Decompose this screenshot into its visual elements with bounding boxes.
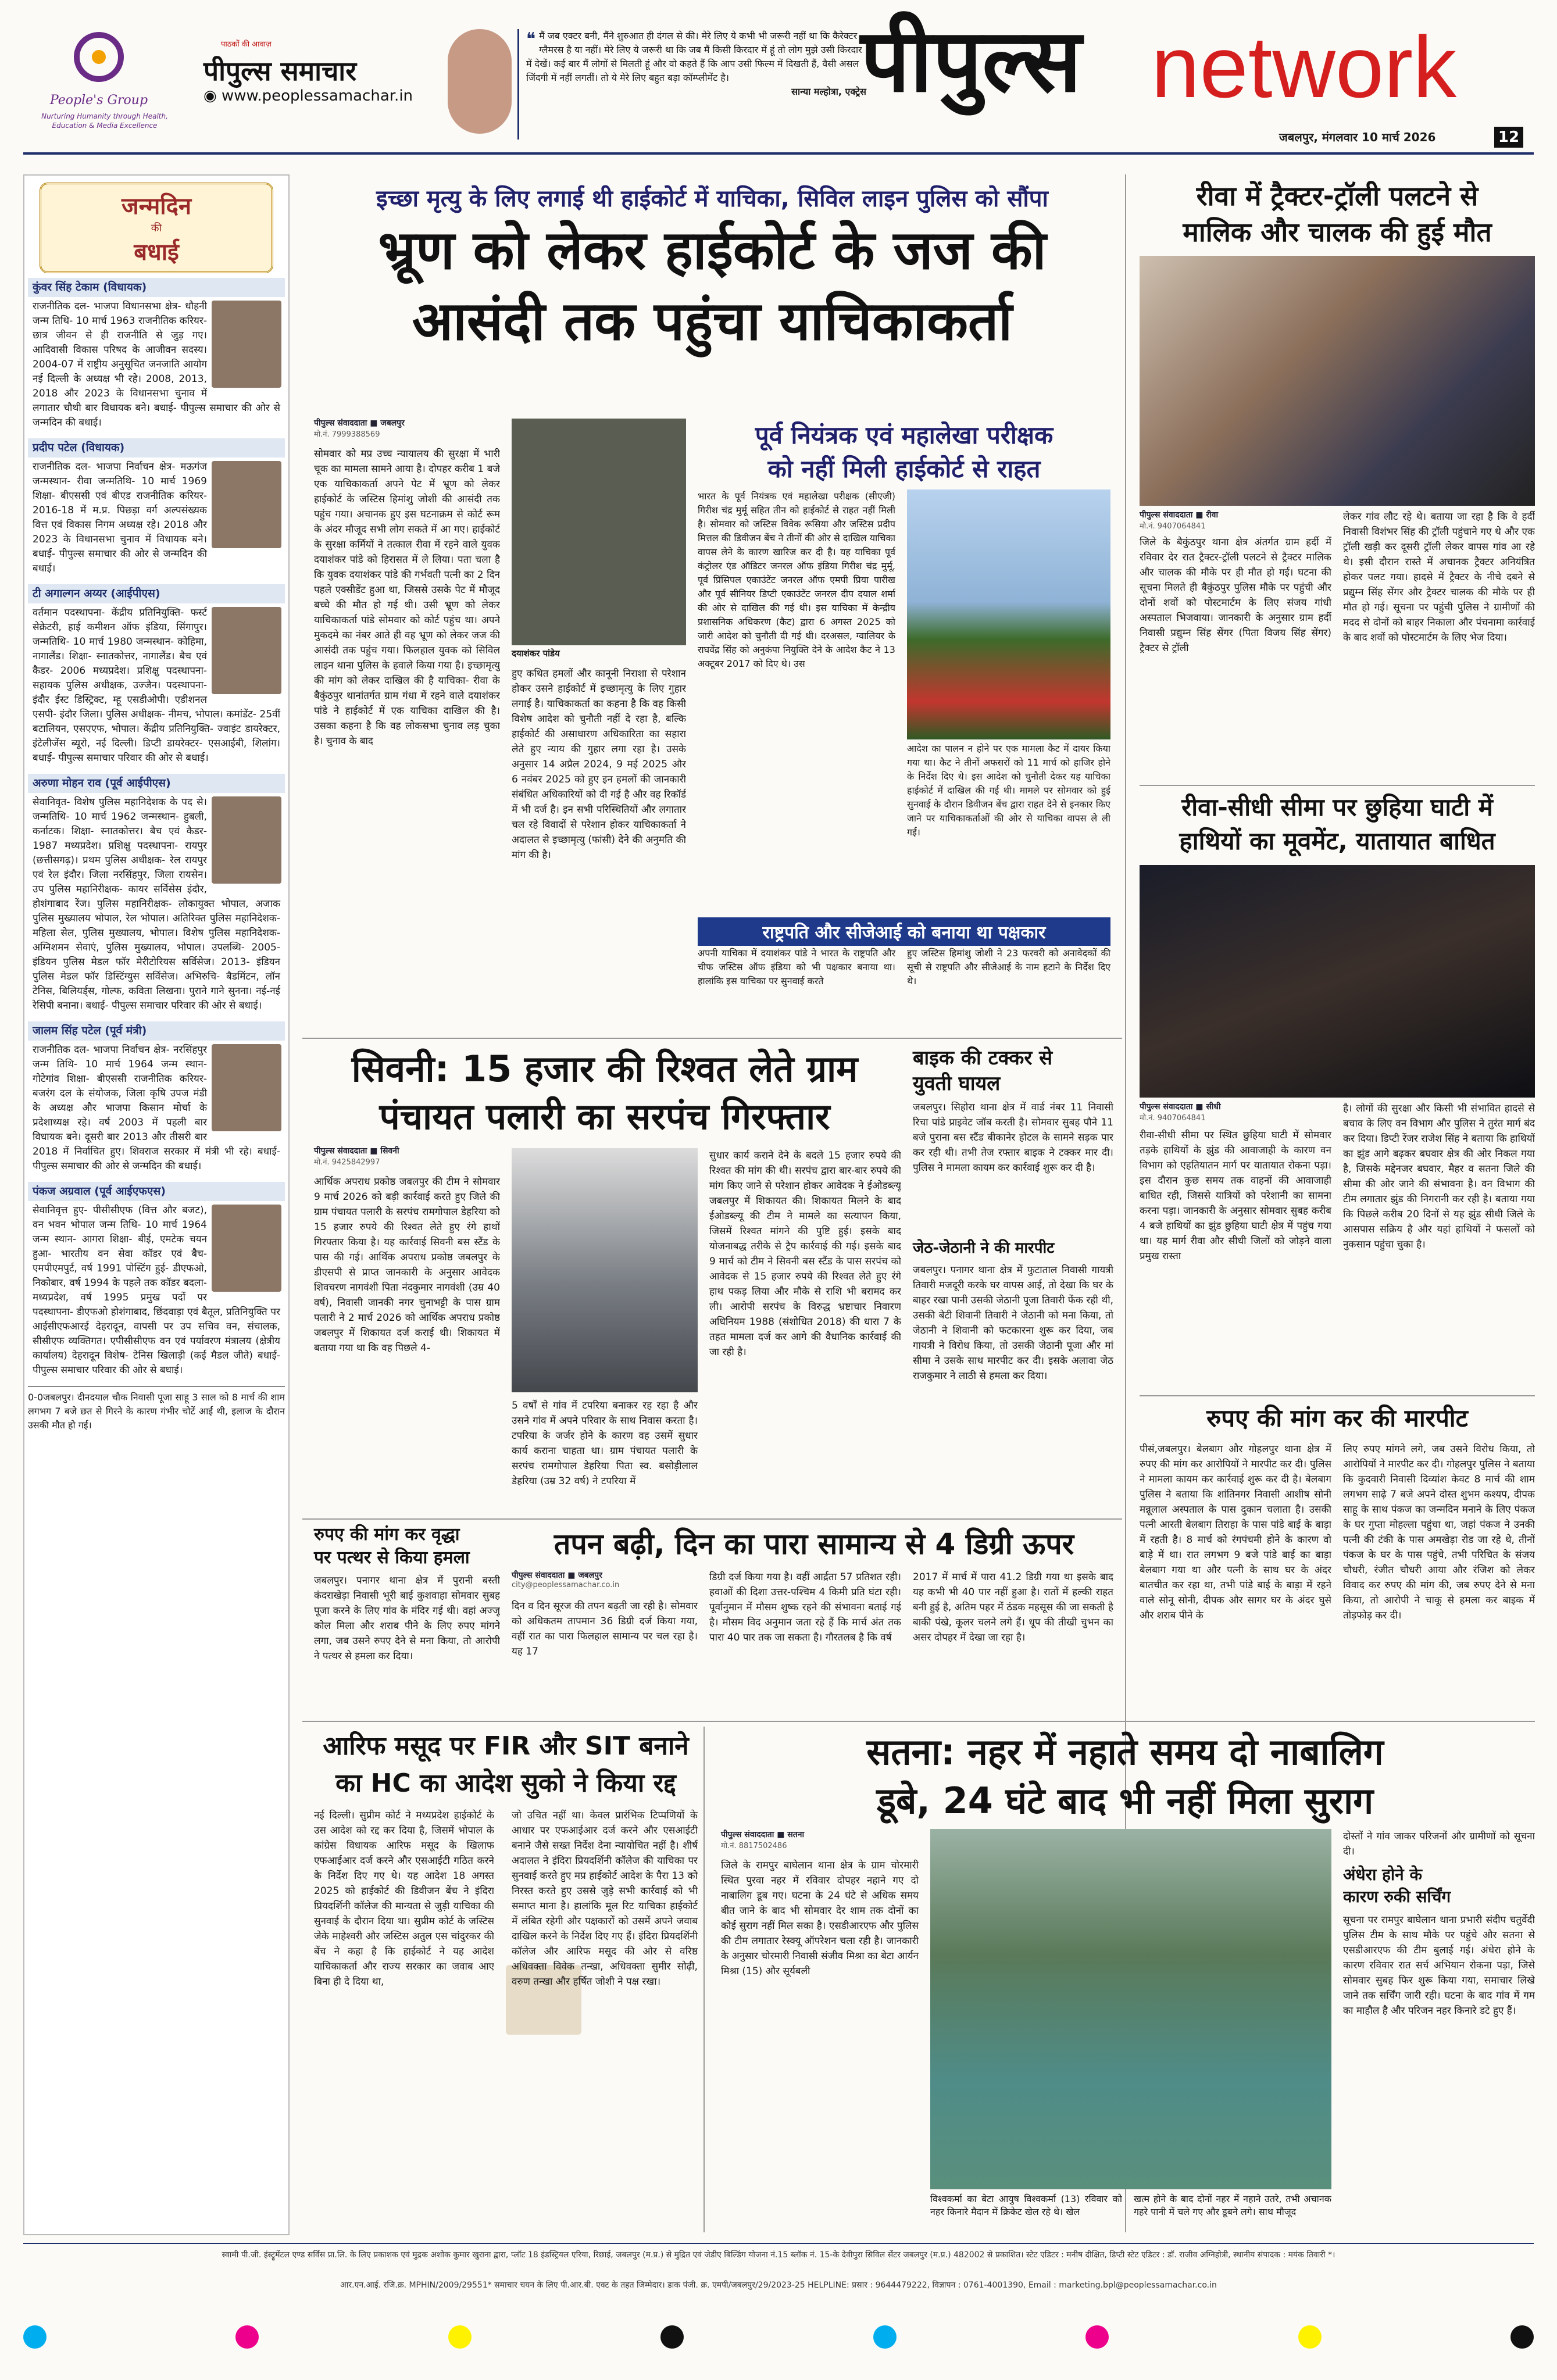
birthday-name: टी अगाल्गन अय्यर (आईपीएस): [28, 584, 285, 603]
satna-col-1: जिले के रामपुर बाघेलान थाना क्षेत्र के ग्राम चोरमारी स्थित पुरवा नहर में रविवार दोपहर नहाने गए दो नाबालिग डूब गए। घटना के 24 घंटे से अधिक समय बीत जाने के बाद भी सोमवार देर शाम तक दोनों का कोई सुराग नहीं मिल सका है। एसडीआरएफ और पुलिस की टीम लगातार रेस्क्यू ऑपरेशन चला रही है। जानकारी के अनुसार चोरमारी निवासी संजीव मिश्रा का बेटा आर्यन मिश्रा (15) और सूर्यबली: [721, 1860, 919, 1977]
bottom-divider: [302, 1721, 1535, 1722]
birthday-column: [23, 174, 290, 2235]
sarpanch-headline: सिवनी: 15 हजार की रिश्वत लेते ग्राम पंचायत पलारी का सरपंच गिरफ्तार: [351, 1048, 858, 1138]
birthday-photo: [212, 1044, 281, 1131]
satna-col-3: दोस्तों ने गांव जाकर परिजनों और ग्रामीणों को सूचना दी। अंधेरा होने के कारण रुकी सर्चिंग सूचना पर रामपुर बाघेलान थाना प्रभारी संदीप चतुर्वेदी पुलिस टीम के साथ मौके पर पहुंचे और सतना से एसडीआरएफ की टीम बुलाई गई। अंधेरा होने के कारण रविवार रात सर्च अभियान रोकना पड़ा, जिसे सोमवार सुबह फिर शुरू किया गया, समाचार लिखे जाने तक सर्चिंग जारी रही। घटना के बाद गांव में गम का माहौल है और परिजन नहर किनारे डटे हुए हैं।: [1343, 1831, 1535, 2017]
masood-headline: आरिफ मसूद पर FIR और SIT बनाने का HC का आदेश सुको ने किया रद्द: [323, 1731, 689, 1798]
birthday-details: राजनीतिक दल- भाजपा निर्वाचन क्षेत्र- मऊगंज जन्मस्थान- रीवा जन्मतिथि- 10 मार्च 1969 शिक्षा- बीएससी एवं बीएड राजनीतिक करियर- 2016-18 में म.प्र. पिछड़ा वर्ग अल्पसंख्यक वित्त एवं विकास निगम अध्यक्ष रहे। 2018 और 2023 के विधानसभा चुनाव में विधायक बने। बधाई- पीपुल्स समाचार की ओर से जन्मदिन की बधाई।: [33, 461, 207, 574]
cag-photo: [907, 489, 1110, 739]
mini-tagline: पाठकों की आवाज़: [221, 40, 272, 49]
cag-subhead: राष्ट्रपति और सीजेआई को बनाया था पक्षकार: [698, 917, 1110, 946]
group-tagline: Nurturing Humanity through Health, Education & Media Excellence: [41, 112, 168, 130]
satna-byline: पीपुल्स संवाददाता ■ सतना मो.नं. 8817502486: [721, 1830, 805, 1850]
color-registration-marks: [23, 2320, 1534, 2354]
elephant-col-2: है। लोगों की सुरक्षा और किसी भी संभावित हादसे से बचाव के लिए वन विभाग और पुलिस ने तुरंत मार्ग बंद कर दिया। डिप्टी रेंजर राजेश सिंह ने बताया कि हाथियों का झुंड आगे बढ़कर बघवार क्षेत्र की ओर निकल गया है, जिसके मद्देनजर बघवार, मैहर व सतना जिले की सीमा की ओर जाने की संभावना है। वन विभाग की टीम लगातार झुंड की निगरानी कर रही है। बताया गया कि पिछले करीब 20 दिनों से यह झुंड सीधी जिले के आसपास सक्रिय है और यहां हाथियों ने फसलों को नुकसान पहुंचा चुका है।: [1343, 1103, 1535, 1250]
birthday-entry: [28, 1021, 285, 1176]
birthday-details: सेवानिवृत- विशेष पुलिस महानिदेशक के पद से। जन्मतिथि- 10 मार्च 1962 जन्मस्थान- हुबली, कर्नाटक। शिक्षा- स्नातकोत्तर। बैच एवं कैडर- 1987 मध्यप्रदेश। प्रशिक्षु पदस्थापना- रायपुर (छत्तीसगढ़)। प्रथम पुलिस अधीक्षक- रेल रायपुर एवं रेल इंदौर। जिला नरसिंहपुर, जिला रायसेन। उप पुलिस महानिरीक्षक- कायर सर्विसेस इंदौर, होशंगाबाद रेंज। पुलिस महानिरीक्षक- लोकायुक्त भोपाल, अजाक पुलिस मुख्यालय भोपाल, रेल भोपाल। अतिरिक्त पुलिस महानिदेशक- महिला सेल, पुलिस मुख्यालय, भोपाल। विशेष पुलिस महानिदेशक- अग्निशमन सेवाएं, पुलिस मुख्यालय, भोपाल। उपलब्धि- 2005- इंडियन पुलिस मेडल फॉर मेरीटोरियस सर्विसेज। 2013- इंडियन पुलिस मेडल फॉर डिस्टिंग्युस सर्विसेज। अभिरुचि- बैडमिंटन, लॉन टेनिस, बिलियर्ड्स, गोल्फ, कविता लिखना। पुराने गाने सुनना। नई-नई रेसिपी बनाना। बधाई- पीपुल्स समाचार परिवार की ओर से बधाई।: [33, 796, 280, 1012]
weather-col-1: दिन व दिन सूरज की तपन बढ़ती जा रही है। सोमवार को अधिकतम तापमान 36 डिग्री दर्ज किया गया, वहीं रात का पारा फिलहाल सामान्य पर चल रहा है। यह 17: [512, 1600, 698, 1657]
lead-kicker: इच्छा मृत्यु के लिए लगाई थी हाईकोर्ट में याचिका, सिविल लाइन पुलिस को सौंपा: [376, 185, 1048, 212]
footer-rule: [23, 2243, 1534, 2244]
weather-email: city@peoplessamachar.co.in: [512, 1581, 620, 1589]
page-number: 12: [1494, 127, 1523, 148]
rewa-byline: पीपुल्स संवाददाता ■ रीवा मो.नं. 9407064841: [1140, 510, 1219, 531]
lead-photo-caption: दयाशंकर पांडेय: [512, 648, 560, 659]
jeth-text: जबलपुर। पनागर थाना क्षेत्र में फुटाताल निवासी गायत्री तिवारी मजदूरी करके घर वापस आई, तो देखा कि घर के बाहर रखा पानी उसकी जेठानी पूजा तिवारी फेंक रही थी, उसकी बेटी शिवानी तिवारी ने जेठानी को मना किया, तो जेठानी ने शिवानी को फटकारना शुरू कर दिया, जब गायत्री ने विरोध किया, तो उसकी जेठानी पूजा और मां सीमा ने उसके साथ मारपीट कर दी। इसके अलावा जेठ राजकुमार ने लाठी से हमला कर दिया।: [913, 1264, 1113, 1382]
vridha-text: जबलपुर। पनागर थाना क्षेत्र में पुरानी बस्ती कंदराखेड़ा निवासी भूरी बाई कुशवाहा सोमवार सुबह पूजा करने के लिए गांव के मंदिर गई थी। वहां अज्जू कोल मिला और शराब पीने के लिए रुपए मांगने लगा, जब उसने रुपए देने से मना किया, तो आरोपी ने पत्थर से हमला कर दिया।: [314, 1575, 500, 1662]
birthday-entry: [28, 278, 285, 433]
lead-byline: पीपुल्स संवाददाता ■ जबलपुर मो.नं. 7999388569: [314, 419, 405, 439]
elephant-col-1: रीवा-सीधी सीमा पर स्थित छुहिया घाटी में सोमवार तड़के हाथियों के झुंड की आवाजाही के कारण वन विभाग को एहतियातन मार्ग पर यातायात रोकना पड़ा। इस दौरान कुछ समय तक वाहनों की आवाजाही बाधित रही, जिससे यात्रियों को परेशानी का सामना करना पड़ा। जानकारी के अनुसार सोमवार सुबह करीब 4 बजे हाथियों का झुंड छुहिया घाटी क्षेत्र में पहुंच गया था। यह मार्ग रीवा और सीधी जिलों को जोड़ने वाला प्रमुख रास्ता: [1140, 1130, 1331, 1262]
birthday-entry: [28, 584, 285, 768]
rewa-col-1: जिले के बैकुंठपुर थाना क्षेत्र अंतर्गत ग्राम हर्दी में रविवार देर रात ट्रैक्टर-ट्रॉली पलटने से ट्रैक्टर मालिक और चालक की मौके पर ही मौत हो गई। घटना की सूचना मिलते ही बैकुंठपुर पुलिस मौके पर पहुंची और दोनों शवों को पोस्टमार्टम के लिए संजय गांधी अस्पताल भिजवाया। जानकारी के अनुसार ग्राम हर्दी निवासी प्रद्युम्न सिंह सेंगर (पिता विजय सिंह सेंगर) ट्रैक्टर से ट्रॉली: [1140, 537, 1331, 654]
dateline: जबलपुर, मंगलवार 10 मार्च 2026: [1279, 130, 1436, 144]
paper-title-english: network: [1151, 18, 1457, 116]
satna-photo: [930, 1829, 1331, 2189]
globe-icon: ◉: [203, 87, 222, 105]
birthday-photo: [212, 796, 281, 884]
cag-sub-col-2: हुए जस्टिस हिमांशु जोशी ने 23 फरवरी को अनावेदकों की सूची से राष्ट्रपति और सीजेआई के नाम हटाने के निर्देश दिए थे।: [907, 948, 1110, 987]
masthead: [0, 0, 1557, 157]
money-col-1: पीसं,जबलपुर। बेलबाग और गोहलपुर थाना क्षेत्र में रुपए की मांग कर आरोपियों ने मारपीट कर दी। पुलिस ने मामला कायम कर कार्रवाई शुरू कर दी है। बेलबाग पुलिस ने बताया कि शांतिनगर निवासी आशीष सोनी मन्नूलाल अस्पताल के पास दुकान चलाता है। उसकी पत्नी आरती बेलबाग तिराहा के पास पांडे बाई के बाड़ा में रहती है। 8 मार्च को रंगपंचमी होने के कारण वो बाड़े में था। रात लगभग 9 बजे पांडे बाई का बाड़ा बेलबाग गया था और पत्नी के साथ घर के अंदर बातचीत कर रहा था, तभी पांडे बाई के बाड़ा में रहने वाले सोनू सोनी, दीपक और सागर घर के अंदर घुसे और शराब पीने के: [1140, 1443, 1331, 1621]
paper-title-hindi: पीपुल्स: [860, 10, 1082, 112]
website-link[interactable]: ◉ www.peoplessamachar.in: [203, 87, 413, 105]
cag-caption: आदेश का पालन न होने पर एक मामला कैट में दायर किया गया था। कैट ने तीनों अफसरों को 11 मार्च को हाजिर होने के निर्देश दिए थे। इस आदेश को चुनौती देकर यह याचिका हाईकोर्ट में दाखिल की गई थी। मामले पर सोमवार को हुई सुनवाई के दौरान डिवीजन बेंच द्वारा राहत देने से इनकार किए जाने पर याचिकाकर्ताओं की ओर से याचिका वापस ले ली गई।: [907, 743, 1110, 838]
weather-divider: [302, 1518, 1122, 1520]
masthead-rule: [23, 152, 1534, 155]
birthday-list: [28, 278, 285, 1380]
actress-photo: [448, 29, 512, 134]
quote-icon: ❝: [526, 29, 536, 49]
bike-text: जबलपुर। सिहोरा थाना क्षेत्र में वार्ड नंबर 11 निवासी रिचा पांडे प्राइवेट जॉब करती है। सोमवार सुबह पौने 11 बजे पुराना बस स्टैंड बीकानेर होटल के सामने सड़क पार कर रही थी। तभी तेज रफ्तार बाइक ने टक्कर मार दी। पुलिस ने मामला कायम कर कार्रवाई शुरू कर दी है।: [913, 1102, 1113, 1174]
imprint-line: स्वामी पी.जी. इंस्ट्रूमेंटल एण्ड सर्विस प्रा.लि. के लिए प्रकाशक एवं मुद्रक अशोक कुमार खुराना द्वारा, प्लॉट 18 इंडस्ट्रियल एरिया, रिछाई, जबलपुर (म.प्र.) से मुद्रित एवं जेडीए बिल्डिंग योजना नं.15 ब्लॉक नं. 15-के देवीपुरा सिविल सेंटर जबलपुर (म.प्र.) 482002 से प्रकाशित। स्टेट एडिटर : मनीष दीक्षित, डिप्टी स्टेट एडिटर : डॉ. राजीव अग्निहोत्री, स्थानीय संपादक : मयंक तिवारी *।: [222, 2250, 1335, 2260]
birthday-footnote: 0-0जबलपुर। दीनदयाल चौक निवासी पूजा साहू 3 साल को 8 मार्च की शाम लगभग 7 बजे छत से गिरने के कारण गंभीर चोटें आईं थी, इलाज के दौरान उसकी मौत हो गई।: [28, 1386, 285, 1432]
weather-col-3: 2017 में मार्च में पारा 41.2 डिग्री गया था इसके बाद यह कभी भी 40 पार नहीं हुआ है। रातों में हल्की राहत बनी हुई है, अतिम पहर में ठंडक महसूस की जा सकती है बाकी पंखे, कूलर चलने लगे हैं। धूप की तीखी चुभन का असर दोपहर में देखा जा रहा है।: [913, 1571, 1113, 1643]
money-col-2: लिए रुपए मांगने लगे, जब उसने विरोध किया, तो आरोपियों ने मारपीट कर दी। गोहलपुर पुलिस ने बताया कि कुदवारी निवासी दिव्यांश केवट 8 मार्च की शाम लगभग साढ़े 7 बजे अपने दोस्त शुभम कश्यप, दीपक साहू के साथ पंकज का जन्मदिन मनाने के लिए पंकज के घर गुप्ता मोहल्ला पहुंचा था, जहां पंकज ने उनकी पत्नी की टंकी के पास अमखेड़ा रोड जा रहे थे, तीनों पंकज के घर के पास पहुंचे, तभी परिचित के संजय चौधरी, रंजीत चौधरी आया और रंजिश को लेकर विवाद कर रुपए की मांग की, जब रुपए देने से मना किया, तो आरोपी ने चाकू से हमला कर बाइक में तोड़फोड़ कर दी।: [1343, 1443, 1535, 1621]
birthday-entry: [28, 774, 285, 1016]
lead-col-1: सोमवार को मप्र उच्च न्यायालय की सुरक्षा में भारी चूक का मामला सामने आया है। दोपहर करीब 1 बजे एक याचिकाकर्ता अपने पेट में भ्रूण को लेकर हाईकोर्ट के जस्टिस हिमांशु जोशी की आसंदी तक पहुंच गया। अचानक हुए इस घटनाक्रम से कोर्ट रूम के अंदर मौजूद सभी लोग सकते में आ गए। हाईकोर्ट के सुरक्षा कर्मियों ने तत्काल रीवा में रहने वाले युवक दयाशंकर पांडे को हिरासत में ले लिया। पता चला है कि युवक दयाशंकर पांडे की गर्भवती पत्नी का 2 दिन पहले एक्सीडेंट हुआ था, जिससे उसके पेट में मौजूद बच्चे की मौत हो गई थी। उसी भ्रूण को लेकर याचिकाकर्ता पांडे सोमवार को कोर्ट पहुंच था। अपने मुकदमे का नंबर आते ही वह भ्रूण को लेकर जज की आसंदी तक पहुंच गया। फिलहाल युवक को सिविल लाइन थाना पुलिस के हवाले किया गया है। इच्छामृत्यु की मांग को लेकर दाखिल की है याचिका- रीवा के बैकुंठपुर थानांतर्गत ग्राम गंधा में रहने वाले दयाशंकर पांडे ने हाईकोर्ट में एक याचिका दाखिल की है। उसका कहना है कि वह लोकसभा चुनाव लड़ चुका है। चुनाव के बाद: [314, 448, 500, 747]
birthday-photo: [212, 1205, 281, 1292]
paper-small-logo: पीपुल्स समाचार: [203, 55, 357, 87]
birthday-name: कुंवर सिंह टेकाम (विधायक): [28, 278, 285, 297]
elephant-photo: [1140, 865, 1535, 1098]
birthday-photo: [212, 607, 281, 694]
birthday-entry: [28, 438, 285, 578]
sarpanch-col-1: आर्थिक अपराध प्रकोष्ठ जबलपुर की टीम ने सोमवार 9 मार्च 2026 को बड़ी कार्रवाई करते हुए जिले की ग्राम पंचायत पलारी के सरपंच रामगोपाल डेहरिया को 15 हजार रुपये की रिश्वत लेते हुए रंगे हाथों गिरफ्तार किया है। यह कार्रवाई सिवनी बस स्टैंड के पास की गई। आर्थिक अपराध प्रकोष्ठ जबलपुर के डीएसपी से प्राप्त जानकारी के अनुसार आवेदक शिवचरण नागवंशी पिता नंदकुमार नागवंशी (उम्र 40 वर्ष), निवासी जानकी नगर चुनाभट्टी के पास ग्राम पलारी ने 2 मार्च 2026 को आर्थिक अपराध प्रकोष्ठ जबलपुर में शिकायत दर्ज कराई थी। शिकायत में बताया गया था कि वह पिछले 4-: [314, 1176, 500, 1354]
quote-text: मैं जब एक्टर बनी, मैंने शुरुआत ही दंगल से की। मेरे लिए ये कभी भी जरूरी नहीं था कि कैरेक्टर ग्लैमरस है या नहीं। मेरे लिए ये जरूरी था कि जब मैं किसी किरदार में हूं तो लोग मुझे उसी किरदार में देखें। कई बार मैं लोगों से मिलती हूं और वो कहते हैं कि आप उसी फिल्म में दिखती हैं, वैसी असल जिंदगी में नहीं लगतीं। तो ये मेरे लिए बहुत बड़ा कॉम्प्लीमेंट है।: [526, 30, 862, 83]
elephant-headline: रीवा-सीधी सीमा पर छुहिया घाटी में हाथियों का मूवमेंट, यातायात बाधित: [1179, 793, 1495, 855]
masood-col-2: जो उचित नहीं था। केवल प्रारंभिक टिप्पणियों के आधार पर एफआईआर दर्ज करने और एसआईटी बनाने जैसे सख्त निर्देश देना न्यायोचित नहीं है। शीर्ष अदालत ने इंदिरा प्रियदर्शिनी कॉलेज की याचिका पर सुनवाई करते हुए मप्र हाईकोर्ट आदेश के पैरा 13 को निरस्त करते हुए उससे जुड़े सभी कार्रवाई को भी समाप्त माना है। हालांकि मूल रिट याचिका हाईकोर्ट में लंबित रहेगी और पक्षकारों को उसमें अपने जवाब दाखिल करने के निर्देश दिए गए हैं। इंदिरा प्रियदर्शिनी कॉलेज और आरिफ मसूद की ओर से वरिष्ठ अधिवक्ता विवेक तन्खा, अधिवक्ता सुमीर सोढ़ी, वरुण तन्खा और हर्षित जोशी ने पक्ष रखा।: [512, 1810, 698, 1988]
quote-author: सान्या मल्होत्रा, एक्ट्रेस: [791, 86, 866, 97]
group-name: People's Group: [49, 93, 148, 108]
birthday-entry: [28, 1182, 285, 1380]
birthday-details: सेवानिवृत्त हुए- पीसीसीएफ (वित्त और बजट), वन भवन भोपाल जन्म तिथि- 10 मार्च 1964 जन्म स्थान- आगरा शिक्षा- बीई, एमटेक चयन हुआ- भारतीय वन सेवा कॉडर एवं बैच- एमपीएमपुर्ट, वर्ष 1991 पोस्टिंग हुई- डीएफओ, निकोबार, वर्ष 1994 के पहले तक कॉडर बदला- मध्यप्रदेश, वर्ष 1995 प्रमुख पदों पर पदस्थापना- डीएफओ होशंगाबाद, छिंदवाड़ा एवं बैतूल, प्रतिनियुक्ति पर आईसीएफआरई देहरादून, वापसी पर उप सचिव वन, संचालक, सीसीएफ व्यक्तिगत। एपीसीसीएफ वन एवं पर्यावरण मंत्रालय (क्षेत्रीय कार्यालय) देहरादून विशेष- टेनिस खिलाड़ी (कई मैडल जीते) बधाई- पीपुल्स समाचार परिवार की ओर से बधाई।: [33, 1205, 280, 1376]
rewa-headline: रीवा में ट्रैक्टर-ट्रॉली पलटने से मालिक और चालक की हुई मौत: [1183, 180, 1492, 248]
satna-col-2: खत्म होने के बाद दोनों नहर में नहाने उतरे, तभी अचानक गहरे पानी में चले गए और डूबने लगे। साथ मौजूद: [1134, 2193, 1331, 2217]
quote-box: [517, 29, 866, 140]
bike-headline: बाइक की टक्कर से युवती घायल: [913, 1046, 1053, 1095]
satna-divider: [703, 1727, 705, 2232]
birthday-details: राजनीतिक दल- भाजपा विधानसभा क्षेत्र- धौहनी जन्म तिथि- 10 मार्च 1963 राजनीतिक करियर- छात्र जीवन से ही राजनीति से जुड़ गए। आदिवासी विकास परिषद के आजीवन सदस्य। 2004-07 में राष्ट्रीय अनुसूचित जनजाति आयोग नई दिल्ली के अध्यक्ष भी रहे। 2008, 2013, 2018 और 2023 के विधानसभा चुनाव में लगातार चौथी बार विधायक बने। बधाई- पीपुल्स समाचार की ओर से जन्मदिन की बधाई।: [33, 301, 280, 428]
birthday-name: पंकज अग्रवाल (पूर्व आईएफएस): [28, 1182, 285, 1201]
sarpanch-byline: पीपुल्स संवाददाता ■ सिवनी मो.नं. 9425842997: [314, 1146, 399, 1167]
cag-col-1: भारत के पूर्व नियंत्रक एवं महालेखा परीक्षक (सीएजी) गिरीश चंद्र मुर्मू सहित तीन को हाईकोर्ट से राहत नहीं मिली है। सोमवार को जस्टिस विवेक रूसिया और जस्टिस प्रदीप मित्तल की डिवीजन बेंच ने तीनों की ओर से दाखिल याचिका वापस लेने के कारण खारिज कर दी है। यह याचिका पूर्व कंट्रोलर एंड ऑडिटर जनरल ऑफ इंडिया गिरीश चंद्र मुर्मू, पूर्व प्रिंसिपल एकाउंटेंट जनरल ऑफ एमपी प्रिया पारीख और पूर्व सीनियर डिप्टी एकाउंटेंट जनरल दीप दयाल शर्मा की ओर से दाखिल की गई थी। इस याचिका में केन्द्रीय प्रशासनिक अधिकरण (कैट) द्वारा 6 अगस्त 2025 को जारी आदेश को चुनौती दी गई थी। दरअसल, ग्वालियर के राघवेंद्र सिंह को अनुकंपा नियुक्ति देने के आदेश कैट ने 13 अक्टूबर 2017 को दिए थे। उस: [698, 491, 895, 669]
jeth-headline: जेठ-जेठानी ने की मारपीट: [913, 1239, 1055, 1257]
registration-line: आर.एन.आई. रजि.क्र. MPHIN/2009/29551* समाचार चयन के लिए पी.आर.बी. एक्ट के तहत जिम्मेदार। डाक पंजी. क्र. एमपी/जबलपुर/29/2023-25 HELPLINE: प्रसार : 9644479222, विज्ञापन : 0761-4001390, Email : marketing.bpl@peoplessamachar.co.in: [340, 2281, 1217, 2290]
satna-subhead: अंधेरा होने के कारण रुकी सर्चिंग: [1343, 1865, 1451, 1906]
vridha-headline: रुपए की मांग कर वृद्धा पर पत्थर से किया हमला: [314, 1524, 470, 1568]
birthday-heading: जन्मदिन की बधाई: [40, 183, 273, 273]
cag-sub-col-1: अपनी याचिका में दयाशंकर पांडे ने भारत के राष्ट्रपति और चीफ जस्टिस ऑफ इंडिया को भी पक्षकार बनाया था। हालांकि इस याचिका पर सुनवाई करते: [698, 948, 895, 987]
lead-photo: [512, 419, 686, 645]
weather-col-2: डिग्री दर्ज किया गया है। वहीं आर्द्रता 57 प्रतिशत रही। हवाओं की दिशा उत्तर-पश्चिम 4 किमी प्रति घंटा रही। पूर्वानुमान में मौसम शुष्क रहने की संभावना बताई गई है। मौसम विद अनुमान जता रहे हैं कि मार्च अंत तक पारा 40 पार तक जा सकता है। गौरतलब है कि वर्ष: [709, 1571, 901, 1643]
birthday-name: प्रदीप पटेल (विधायक): [28, 438, 285, 458]
masood-col-1: नई दिल्ली। सुप्रीम कोर्ट ने मध्यप्रदेश हाईकोर्ट के उस आदेश को रद्द कर दिया है, जिसमें भोपाल के कांग्रेस विधायक आरिफ मसूद के खिलाफ एफआईआर दर्ज करने और एसआईटी गठित करने के निर्देश दिए गए थे। यह आदेश 18 अगस्त 2025 को हाईकोर्ट की डिवीजन बेंच ने इंदिरा प्रियदर्शिनी कॉलेज की मान्यता से जुड़ी याचिका की सुनवाई के दौरान दिया था। सुप्रीम कोर्ट के जस्टिस जेके माहेश्वरी और जस्टिस अतुल एस चांदुरकर की बेंच ने कहा है कि हाईकोर्ट ने यह आदेश याचिकाकर्ता और राज्य सरकार का जवाब आए बिना ही दे दिया था,: [314, 1810, 494, 1988]
birthday-photo: [212, 301, 281, 388]
sarpanch-divider: [302, 1038, 1122, 1039]
elephant-byline: पीपुल्स संवाददाता ■ सीधी मो.नं. 9407064841: [1140, 1102, 1221, 1123]
weather-headline: तपन बढ़ी, दिन का पारा सामान्य से 4 डिग्री ऊपर: [553, 1527, 1074, 1561]
birthday-photo: [212, 461, 281, 548]
money-headline: रुपए की मांग कर की मारपीट: [1206, 1404, 1468, 1432]
birthday-details: वर्तमान पदस्थापना- केंद्रीय प्रतिनियुक्ति- फर्स्ट सेक्रेटरी, हाई कमीशन ऑफ इंडिया, सिंगापुर। जन्मतिथि- 10 मार्च 1980 जन्मस्थान- कोहिमा, नागालैंड। शिक्षा- स्नातकोत्तर, नागालैंड। बैच एवं कैडर- 2006 मध्यप्रदेश। प्रशिक्षु पदस्थापना- सहायक पुलिस अधीक्षक, उज्जैन। पदस्थापना- इंदौर ईस्ट डिस्ट्रिक्ट, म्हू एसडीओपी। एडीशनल एसपी- इंदौर जिला। पुलिस अधीक्षक- नीमच, भोपाल। कमांडेंट- 25वीं बटालियन, एसएएफ, भोपाल। केंद्रीय प्रतिनियुक्ति- ज्वाइंट डायरेक्टर, इंटेलीजेंस ब्यूरो, नई दिल्ली। डिप्टी डायरेक्टर- एसआईबी, शिलांग। बधाई- पीपुल्स समाचार परिवार की ओर से बधाई।: [33, 607, 280, 764]
birthday-name: जालम सिंह पटेल (पूर्व मंत्री): [28, 1021, 285, 1041]
birthday-name: अरुणा मोहन राव (पूर्व आईपीएस): [28, 774, 285, 793]
lead-col-2: हुए कथित हमलों और कानूनी निराशा से परेशान होकर उसने हाईकोर्ट में इच्छामृत्यु के लिए गुहार लगाई है। याचिकाकर्ता का कहना है कि वह किसी विशेष आदेश को चुनौती नहीं दे रहा है, बल्कि हाईकोर्ट की असाधारण अधिकारिता का सहारा लेते हुए न्याय की गुहार लगा रहा है। उसके अनुसार 14 अप्रैल 2024, 9 मई 2025 और 6 नवंबर 2025 को हुए इन हमलों की जानकारी संबंधित अधिकारियों को दी गई है और वह रिकॉर्ड में भी दर्ज है। इन सभी परिस्थितियों और लगातार चल रहे विवादों से परेशान होकर याचिकाकर्ता ने अदालत से इच्छामृत्यु (फांसी) देने की अनुमति की मांग की है।: [512, 668, 686, 861]
lead-headline: भ्रूण को लेकर हाईकोर्ट के जज की आसंदी तक पहुंचा याचिकाकर्ता: [378, 219, 1047, 352]
peoples-group-logo: [64, 28, 134, 92]
rewa-divider: [1140, 785, 1535, 786]
satna-caption: विश्वकर्मा का बेटा आयुष विश्वकर्मा (13) रविवार को नहर किनारे मैदान में क्रिकेट खेल रहे थे। खेल: [930, 2193, 1122, 2217]
sarpanch-col-2: 5 वर्षों से गांव में टपरिया बनाकर रह रहा है और उसने गांव में अपने परिवार के साथ निवास करता है। टपरिया के जर्जर होने के कारण वह उसमें सुधार कार्य कराना चाहता था। ग्राम पंचायत पलारी के सरपंच रामगोपाल डेहरिया पिता स्व. बसोड़ीलाल डेहरिया (उम्र 32 वर्ष) ने टपरिया में: [512, 1400, 698, 1487]
weather-byline: पीपुल्स संवाददाता ■ जबलपुर city@peoplessamachar.co.in: [512, 1570, 698, 1589]
cag-headline: पूर्व नियंत्रक एवं महालेखा परीक्षक को नहीं मिली हाईकोर्ट से राहत: [755, 421, 1054, 483]
rewa-photo: [1140, 256, 1535, 506]
rewa-col-2: लेकर गांव लौट रहे थे। बताया जा रहा है कि वे हर्दी निवासी विशंभर सिंह की ट्रॉली पहुंचाने गए थे और एक ट्रॉली खड़ी कर दूसरी ट्रॉली लेकर वापस गांव आ रहे थे। इसी दौरान रास्ते में अचानक ट्रैक्टर अनियंत्रित होकर पलट गया। हादसे में ट्रैक्टर के नीचे दबने से प्रद्युम्न सिंह सेंगर और ट्रैक्टर चालक की मौके पर ही मौत हो गई। सूचना पर पहुंची पुलिस ने ग्रामीणों की मदद से दोनों को बाहर निकाला और पंचनामा कार्रवाई के बाद शवों को पोस्टमार्टम के लिए भेज दिया।: [1343, 511, 1535, 644]
sarpanch-photo: [512, 1148, 698, 1392]
elephant-divider: [1140, 1395, 1535, 1396]
sarpanch-col-3: सुधार कार्य कराने देने के बदले 15 हजार रुपये की रिश्वत की मांग की थी। सरपंच द्वारा बार-बार रुपये की मांग किए जाने से परेशान होकर आवेदक ने ईओडब्ल्यू जबलपुर में शिकायत की। शिकायत मिलने के बाद ईओडब्ल्यू की टीम ने मामले का सत्यापन किया, जिसमें रिश्वत मांगने की पुष्टि हुई। इसके बाद योजनाबद्ध तरीके से ट्रैप कार्रवाई की गई। इसके बाद 9 मार्च को टीम ने सिवनी बस स्टैंड के पास सरपंच को आवेदक से 15 हजार रुपये की रिश्वत लेते हुए रंगे हाथ पकड़ लिया और मौके से राशि भी बरामद कर ली। आरोपी सरपंच के विरुद्ध भ्रष्टाचार निवारण अधिनियम 1988 (संशोधित 2018) की धारा 7 के तहत मामला दर्ज कर आगे की वैधानिक कार्रवाई की जा रही है।: [709, 1150, 901, 1358]
satna-headline: सतना: नहर में नहाते समय दो नाबालिग डूबे, 24 घंटे बाद भी नहीं मिला सुराग: [866, 1731, 1384, 1822]
birthday-details: राजनीतिक दल- भाजपा निर्वाचन क्षेत्र- नरसिंहपुर जन्म तिथि- 10 मार्च 1964 जन्म स्थान- गोटेगांव शिक्षा- बीएससी राजनीतिक करियर- बजरंग दल के संयोजक, जिला कृषि उपज मंडी के अध्यक्ष और भाजपा किसान मोर्चा के प्रदेशाध्यक्ष रहे। वर्ष 2003 में पहली बार विधायक बने। दूसरी बार 2013 और तीसरी बार 2018 में निर्वाचित हुए। शिवराज सरकार में मंत्री भी रहे। बधाई- पीपुल्स समाचार की ओर से जन्मदिन की बधाई।: [33, 1044, 280, 1172]
